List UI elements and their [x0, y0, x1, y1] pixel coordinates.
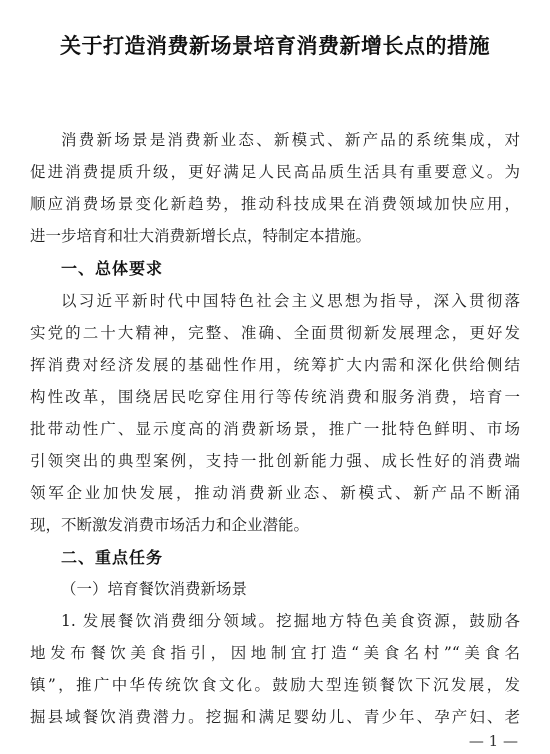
body-line: 构性改革，围绕居民吃穿住用行等传统消费和服务消费，培育一: [30, 388, 520, 406]
body-line: 挥消费对经济发展的基础性作用，统筹扩大内需和深化供给侧结: [30, 356, 520, 374]
document-title: 关于打造消费新场景培育消费新增长点的措施: [60, 33, 490, 58]
body-line: 领军企业加快发展，推动消费新业态、新模式、新产品不断涌: [30, 484, 520, 502]
section-heading: 一、总体要求: [61, 259, 164, 278]
body-line: 引领突出的典型案例，支持一批创新能力强、成长性好的消费端: [30, 452, 520, 470]
body-line: 1. 发展餐饮消费细分领域。挖掘地方特色美食资源，鼓励各: [61, 612, 520, 630]
body-line: 实党的二十大精神，完整、准确、全面贯彻新发展理念，更好发: [30, 324, 520, 342]
intro-line: 消费新场景是消费新业态、新模式、新产品的系统集成，对: [61, 131, 520, 149]
page-number: — 1 —: [468, 732, 518, 750]
body-line: 掘县域餐饮消费潜力。挖掘和满足婴幼儿、青少年、孕产妇、老: [30, 708, 520, 726]
intro-line: 进一步培育和壮大消费新增长点，特制定本措施。: [30, 227, 372, 245]
section-heading: 二、重点任务: [61, 548, 164, 567]
body-line: 镇”，推广中华传统饮食文化。鼓励大型连锁餐饮下沉发展，发: [30, 676, 520, 694]
intro-line: 顺应消费场景变化新趋势，推动科技成果在消费领域加快应用，: [30, 195, 520, 213]
body-line: 批带动性广、显示度高的消费新场景，推广一批特色鲜明、市场: [30, 420, 520, 438]
body-line: 地发布餐饮美食指引，因地制宜打造“美食名村”“美食名: [30, 644, 520, 662]
intro-line: 促进消费提质升级，更好满足人民高品质生活具有重要意义。为: [30, 163, 520, 181]
body-line: 现，不断激发消费市场活力和企业潜能。: [30, 516, 310, 534]
body-line: 以习近平新时代中国特色社会主义思想为指导，深入贯彻落: [61, 292, 520, 310]
subsection-heading: （一）培育餐饮消费新场景: [61, 580, 248, 598]
